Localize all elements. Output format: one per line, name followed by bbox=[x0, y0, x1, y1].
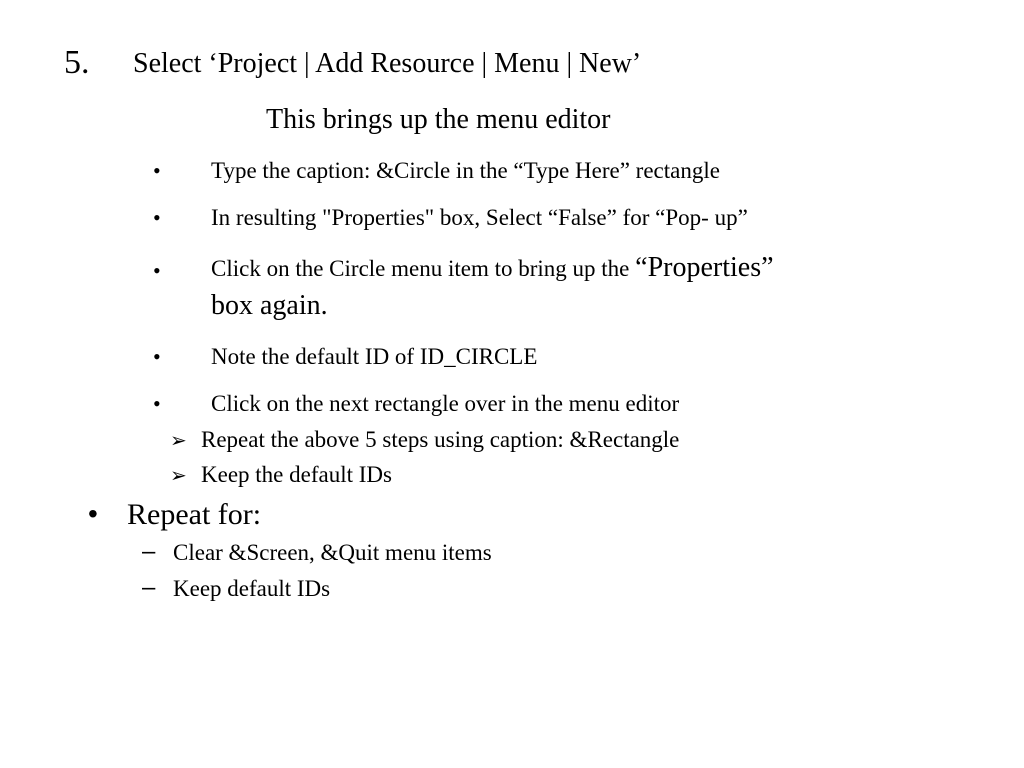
bullet-item-circle-prefix: Click on the Circle menu item to bring up the bbox=[211, 256, 636, 281]
bullet-item-next-rectangle: Click on the next rectangle over in the menu editor bbox=[211, 391, 680, 416]
repeat-item-menu-items: Clear &Screen, &Quit menu items bbox=[173, 540, 492, 565]
arrow-bullet-icon: ➢ bbox=[170, 428, 187, 452]
bullet-dot-icon: • bbox=[153, 344, 161, 369]
dash-bullet-icon: – bbox=[142, 574, 156, 601]
bullet-dot-icon: • bbox=[153, 258, 161, 283]
bullet-item-circle-line1 bbox=[211, 254, 774, 282]
bullet-item-circle-emphasis: “Properties” bbox=[635, 252, 774, 283]
bullet-item-default-id: Note the default ID of ID_CIRCLE bbox=[211, 344, 538, 369]
main-bullet-dot-icon: • bbox=[88, 498, 98, 529]
arrow-bullet-icon: ➢ bbox=[170, 463, 187, 487]
sub-bullet-repeat-steps: Repeat the above 5 steps using caption: &Rectangle bbox=[201, 427, 680, 452]
bullet-item-caption: Type the caption: &Circle in the “Type Here” rectangle bbox=[211, 158, 720, 183]
bullet-item-circle-line2: box again. bbox=[211, 290, 328, 321]
bullet-dot-icon: • bbox=[153, 391, 161, 416]
bullet-dot-icon: • bbox=[153, 158, 161, 183]
sub-bullet-keep-ids: Keep the default IDs bbox=[201, 462, 392, 487]
step-title: Select ‘Project | Add Resource | Menu | New’ bbox=[133, 48, 642, 79]
bullet-dot-icon: • bbox=[153, 205, 161, 230]
dash-bullet-icon: – bbox=[142, 538, 156, 565]
step-number: 5. bbox=[64, 44, 90, 81]
bullet-item-properties: In resulting "Properties" box, Select “False” for “Pop- up” bbox=[211, 205, 748, 230]
repeat-item-default-ids: Keep default IDs bbox=[173, 576, 331, 601]
subtitle: This brings up the menu editor bbox=[266, 104, 611, 135]
repeat-label: Repeat for: bbox=[127, 498, 262, 531]
